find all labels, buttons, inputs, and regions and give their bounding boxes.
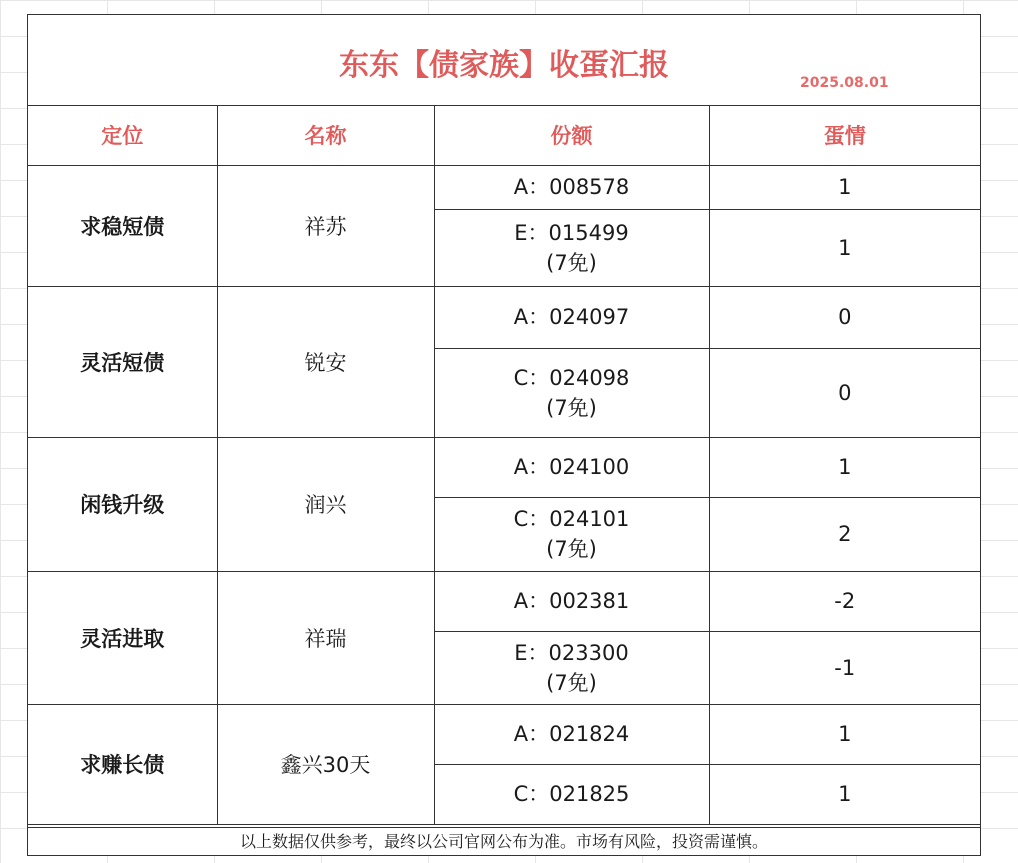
share-cell (434, 348, 709, 437)
position-cell: 灵活短债 (28, 286, 217, 437)
position-cell: 求稳短债 (28, 165, 217, 286)
table-row (28, 165, 980, 209)
position-cell: 求赚长债 (28, 704, 217, 824)
fund-table (28, 105, 980, 825)
share-cell (434, 704, 709, 764)
table-row (28, 286, 980, 348)
header-position: 定位 (28, 105, 217, 165)
header-egg-status: 蛋情 (709, 105, 980, 165)
egg-value-cell: 0 (709, 286, 980, 348)
share-note: (7免) (546, 537, 597, 561)
share-cell (434, 209, 709, 286)
share-code: C：024098 (513, 365, 630, 390)
fund-name-cell: 锐安 (217, 286, 434, 437)
fund-name-cell: 祥瑞 (217, 571, 434, 704)
egg-value-cell: 1 (709, 209, 980, 286)
share-cell (434, 437, 709, 497)
share-code: E：015499 (514, 220, 629, 245)
fund-name-cell: 润兴 (217, 437, 434, 571)
egg-value-cell: 1 (709, 437, 980, 497)
title-band (28, 15, 980, 106)
share-code: A：021824 (513, 722, 630, 746)
share-code: A：008578 (513, 175, 630, 199)
egg-value-cell: 0 (709, 348, 980, 437)
header-share: 份额 (434, 105, 709, 165)
egg-value-cell: 1 (709, 165, 980, 209)
header-name: 名称 (217, 105, 434, 165)
disclaimer-footer: 以上数据仅供参考，最终以公司官网公布为准。市场有风险，投资需谨慎。 (28, 827, 980, 856)
share-code: A：024100 (513, 455, 630, 479)
share-cell (434, 497, 709, 571)
egg-value-cell: 1 (709, 764, 980, 824)
share-note: (7免) (546, 250, 597, 275)
egg-value-cell: 2 (709, 497, 980, 571)
egg-value-cell: -1 (709, 631, 980, 704)
share-cell (434, 571, 709, 631)
position-cell: 灵活进取 (28, 571, 217, 704)
share-cell (434, 764, 709, 824)
share-cell (434, 631, 709, 704)
share-note: (7免) (546, 670, 597, 695)
egg-value-cell: 1 (709, 704, 980, 764)
egg-value-cell: -2 (709, 571, 980, 631)
header-row (28, 105, 980, 165)
share-code: C：021825 (513, 782, 630, 806)
table-row (28, 437, 980, 497)
share-cell (434, 286, 709, 348)
table-row (28, 571, 980, 631)
report-sheet (27, 14, 981, 856)
report-title: 东东【债家族】收蛋汇报 (339, 48, 669, 83)
table-row (28, 704, 980, 764)
share-cell (434, 165, 709, 209)
share-code: A：002381 (513, 589, 630, 613)
fund-name-cell: 祥苏 (217, 165, 434, 286)
share-note: (7免) (546, 395, 597, 420)
report-date: 2025.08.01 (800, 75, 889, 91)
fund-name-cell: 鑫兴30天 (217, 704, 434, 824)
share-code: A：024097 (513, 305, 630, 329)
share-code: E：023300 (514, 640, 629, 665)
share-code: C：024101 (513, 507, 630, 531)
position-cell: 闲钱升级 (28, 437, 217, 571)
